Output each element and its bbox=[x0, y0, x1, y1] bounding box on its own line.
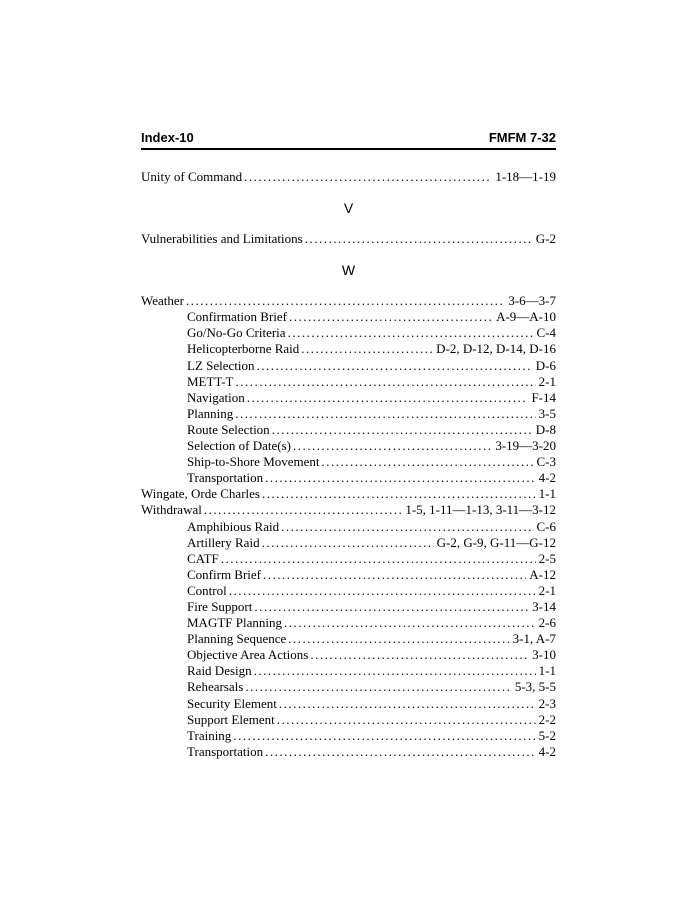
entry-label: Ship-to-Shore Movement bbox=[187, 454, 320, 470]
entry-pages: C-4 bbox=[536, 325, 556, 341]
index-entry bbox=[141, 438, 556, 454]
dot-leader bbox=[322, 454, 534, 470]
entry-pages: D-2, D-12, D-14, D-16 bbox=[436, 341, 556, 357]
entry-pages: 2-5 bbox=[538, 550, 556, 566]
dot-leader bbox=[235, 374, 535, 390]
entry-pages: C-6 bbox=[536, 518, 556, 534]
entry-pages: 1-1 bbox=[538, 486, 556, 502]
dot-leader bbox=[305, 231, 533, 247]
entry-pages: 3-6—3-7 bbox=[508, 293, 556, 309]
entry-label: Transportation bbox=[187, 470, 264, 486]
entry-pages: 4-2 bbox=[538, 470, 556, 486]
entry-pages: 1-1 bbox=[538, 663, 556, 679]
entry-label: Control bbox=[187, 582, 227, 598]
dot-leader bbox=[235, 406, 535, 422]
index-entry bbox=[141, 390, 556, 406]
entry-pages: 3-19—3-20 bbox=[495, 438, 556, 454]
index-entry bbox=[141, 663, 556, 679]
index-entry bbox=[141, 231, 556, 247]
entry-label: Rehearsals bbox=[187, 679, 244, 695]
entry-label: Artillery Raid bbox=[187, 534, 260, 550]
entry-pages: 5-3, 5-5 bbox=[514, 679, 556, 695]
index-entry bbox=[141, 631, 556, 647]
index-entry bbox=[141, 696, 556, 712]
index-entry bbox=[141, 502, 556, 518]
index-entry bbox=[141, 551, 556, 567]
dot-leader bbox=[288, 631, 509, 647]
entry-label: Transportation bbox=[187, 743, 264, 759]
dot-leader bbox=[310, 647, 529, 663]
entry-label: Confirm Brief bbox=[187, 566, 262, 582]
index-entry bbox=[141, 728, 556, 744]
entry-pages: D-8 bbox=[535, 421, 556, 437]
entry-label: Amphibious Raid bbox=[187, 518, 280, 534]
entry-pages: 2-1 bbox=[538, 373, 556, 389]
dot-leader bbox=[262, 486, 536, 502]
entry-label: Selection of Date(s) bbox=[187, 438, 291, 454]
entry-pages: 2-6 bbox=[538, 615, 556, 631]
index-entry bbox=[141, 679, 556, 695]
dot-leader bbox=[288, 325, 534, 341]
entry-label: Helicopterborne Raid bbox=[187, 341, 300, 357]
entry-label: Withdrawal bbox=[141, 502, 202, 518]
index-entry bbox=[141, 169, 556, 185]
entry-pages: 3-14 bbox=[532, 598, 556, 614]
entry-label: Navigation bbox=[187, 389, 245, 405]
index-entry bbox=[141, 535, 556, 551]
index-entry bbox=[141, 293, 556, 309]
dot-leader bbox=[262, 535, 434, 551]
entry-label: Unity of Command bbox=[141, 169, 243, 184]
index-entry bbox=[141, 599, 556, 615]
entry-label: Confirmation Brief bbox=[187, 309, 288, 325]
entry-label: Planning bbox=[187, 405, 234, 421]
entry-pages: 5-2 bbox=[538, 727, 556, 743]
index-entry bbox=[141, 325, 556, 341]
page-header bbox=[141, 130, 556, 150]
entry-label: Planning Sequence bbox=[187, 631, 287, 647]
entry-label: METT-T bbox=[187, 373, 234, 389]
dot-leader bbox=[265, 744, 536, 760]
dot-leader bbox=[301, 341, 433, 357]
dot-leader bbox=[279, 696, 536, 712]
dot-leader bbox=[272, 422, 533, 438]
entry-pages: 2-2 bbox=[538, 711, 556, 727]
entry-pages: 3-5 bbox=[538, 405, 556, 421]
entry-pages: 1-5, 1-11—1-13, 3-11—3-12 bbox=[405, 502, 556, 518]
index-entry bbox=[141, 422, 556, 438]
entry-pages: 2-1 bbox=[538, 582, 556, 598]
page-header-right: FMFM 7-32 bbox=[488, 130, 556, 145]
dot-leader bbox=[293, 438, 492, 454]
dot-leader bbox=[229, 583, 536, 599]
entry-label: MAGTF Planning bbox=[187, 615, 282, 631]
section-letter: W bbox=[341, 262, 356, 279]
index-entry bbox=[141, 454, 556, 470]
dot-leader bbox=[265, 470, 536, 486]
entry-pages: 3-10 bbox=[532, 647, 556, 663]
entry-pages: A-9—A-10 bbox=[496, 309, 556, 325]
entry-label: Go/No-Go Criteria bbox=[187, 325, 286, 341]
entry-pages: 4-2 bbox=[538, 743, 556, 759]
index-entry bbox=[141, 374, 556, 390]
entry-label: Raid Design bbox=[187, 663, 252, 679]
dot-leader bbox=[204, 502, 402, 518]
entry-pages: C-3 bbox=[536, 454, 556, 470]
entry-label: LZ Selection bbox=[187, 357, 255, 373]
index-entry bbox=[141, 486, 556, 502]
index-entry bbox=[141, 519, 556, 535]
entry-pages: D-6 bbox=[535, 357, 556, 373]
entry-pages: G-2 bbox=[535, 231, 556, 247]
index-entry bbox=[141, 309, 556, 325]
entry-label: Vulnerabilities and Limitations bbox=[141, 231, 303, 247]
entry-pages: G-2, G-9, G-11—G-12 bbox=[436, 534, 556, 550]
dot-leader bbox=[247, 390, 529, 406]
page-header-left: Index-10 bbox=[141, 130, 194, 145]
dot-leader bbox=[254, 599, 529, 615]
entry-pages: A-12 bbox=[529, 566, 556, 582]
entry-label: Support Element bbox=[187, 711, 275, 727]
dot-leader bbox=[245, 679, 512, 695]
index-entry bbox=[141, 470, 556, 486]
dot-leader bbox=[263, 567, 526, 583]
dot-leader bbox=[233, 728, 535, 744]
index-entries bbox=[141, 169, 556, 760]
dot-leader bbox=[277, 712, 536, 728]
entry-label: Wingate, Orde Charles bbox=[141, 486, 260, 502]
entry-pages: 1-18—1-19 bbox=[495, 169, 556, 184]
dot-leader bbox=[289, 309, 493, 325]
dot-leader bbox=[244, 169, 492, 185]
entry-label: Training bbox=[187, 727, 232, 743]
entry-label: Objective Area Actions bbox=[187, 647, 309, 663]
index-entry bbox=[141, 583, 556, 599]
entry-label: CATF bbox=[187, 550, 219, 566]
entry-pages: 2-3 bbox=[538, 695, 556, 711]
dot-leader bbox=[221, 551, 536, 567]
dot-leader bbox=[257, 358, 533, 374]
entry-label: Route Selection bbox=[187, 421, 270, 437]
dot-leader bbox=[254, 663, 536, 679]
index-entry bbox=[141, 615, 556, 631]
index-entry bbox=[141, 647, 556, 663]
dot-leader bbox=[186, 293, 505, 309]
entry-pages: 3-1, A-7 bbox=[512, 631, 556, 647]
index-entry bbox=[141, 406, 556, 422]
index-entry bbox=[141, 341, 556, 357]
entry-pages: F-14 bbox=[531, 389, 556, 405]
index-entry bbox=[141, 712, 556, 728]
index-entry bbox=[141, 744, 556, 760]
dot-leader bbox=[281, 519, 533, 535]
entry-label: Weather bbox=[141, 293, 184, 309]
section-letter: V bbox=[343, 200, 354, 217]
index-entry bbox=[141, 567, 556, 583]
dot-leader bbox=[284, 615, 536, 631]
entry-label: Security Element bbox=[187, 695, 277, 711]
index-entry bbox=[141, 358, 556, 374]
entry-label: Fire Support bbox=[187, 598, 253, 614]
